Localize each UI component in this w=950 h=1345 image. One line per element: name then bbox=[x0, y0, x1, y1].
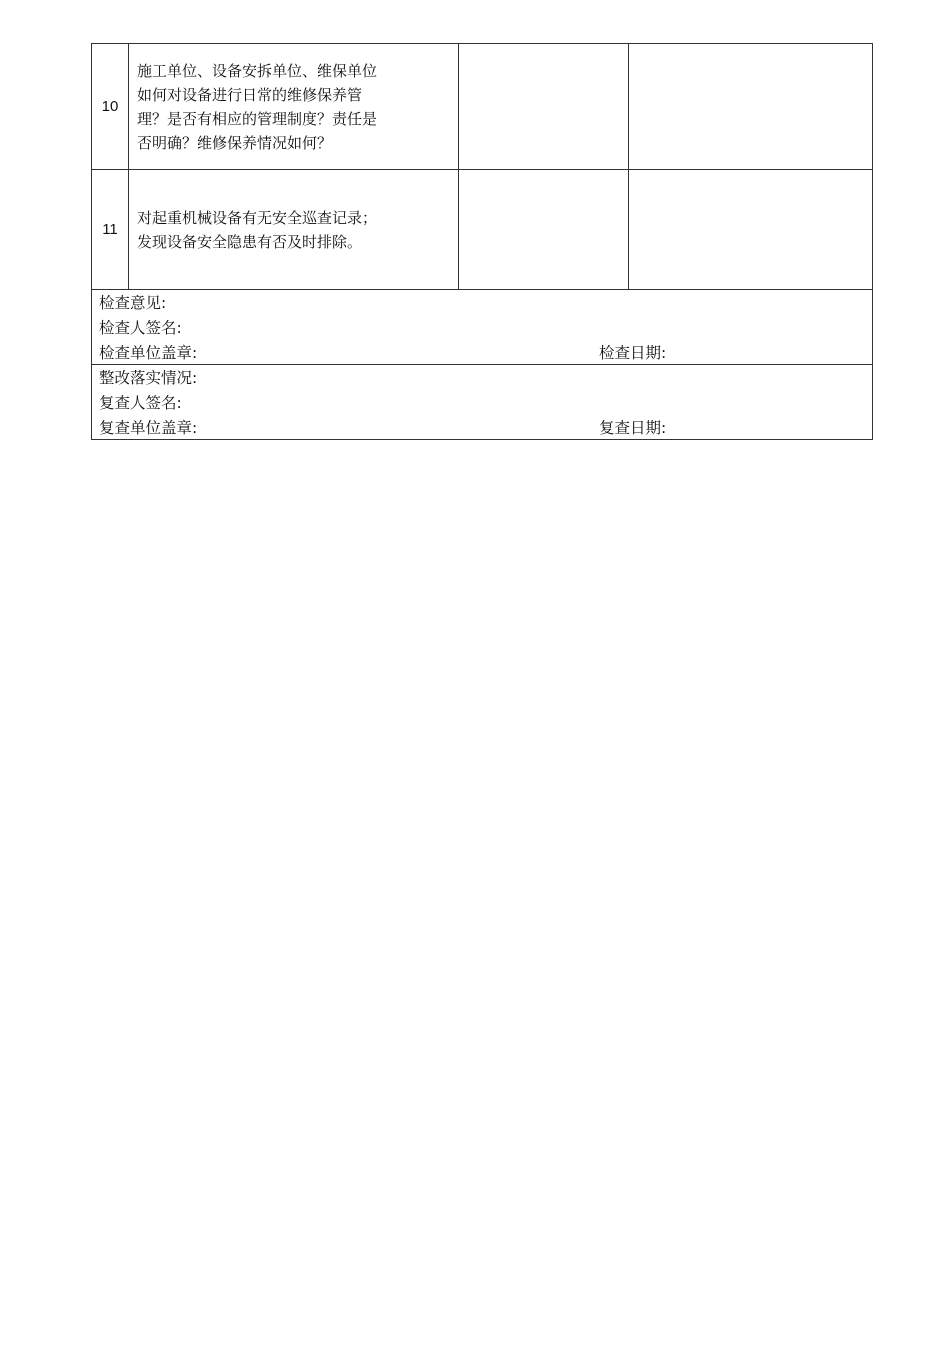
inspection-opinion-section bbox=[92, 290, 872, 365]
reviewer-signature-label: 复查人签名: bbox=[99, 394, 182, 412]
inspection-opinion-label: 检查意见: bbox=[99, 294, 167, 312]
result-cell bbox=[459, 170, 629, 289]
item-description: 施工单位、设备安拆单位、维保单位 如何对设备进行日常的维修保养管 理？是否有相应的管理制度？责任是 否明确？维修保养情况如何？ bbox=[129, 44, 459, 169]
item-description: 对起重机械设备有无安全巡查记录； 发现设备安全隐患有否及时排除。 bbox=[129, 170, 459, 289]
table-row bbox=[92, 170, 872, 290]
rectification-status-label: 整改落实情况: bbox=[99, 369, 198, 387]
inspection-date-label: 检查日期: bbox=[599, 344, 667, 362]
inspector-signature-label: 检查人签名: bbox=[99, 319, 182, 337]
result-cell bbox=[459, 44, 629, 169]
remark-cell bbox=[629, 44, 872, 169]
item-number: 11 bbox=[92, 170, 129, 289]
remark-cell bbox=[629, 170, 872, 289]
review-date-label: 复查日期: bbox=[599, 419, 667, 437]
rectification-section bbox=[92, 365, 872, 439]
inspection-unit-seal-label: 检查单位盖章: bbox=[99, 344, 198, 362]
inspection-table bbox=[91, 43, 873, 440]
table-row bbox=[92, 44, 872, 170]
review-unit-seal-label: 复查单位盖章: bbox=[99, 419, 198, 437]
item-number: 10 bbox=[92, 44, 129, 169]
